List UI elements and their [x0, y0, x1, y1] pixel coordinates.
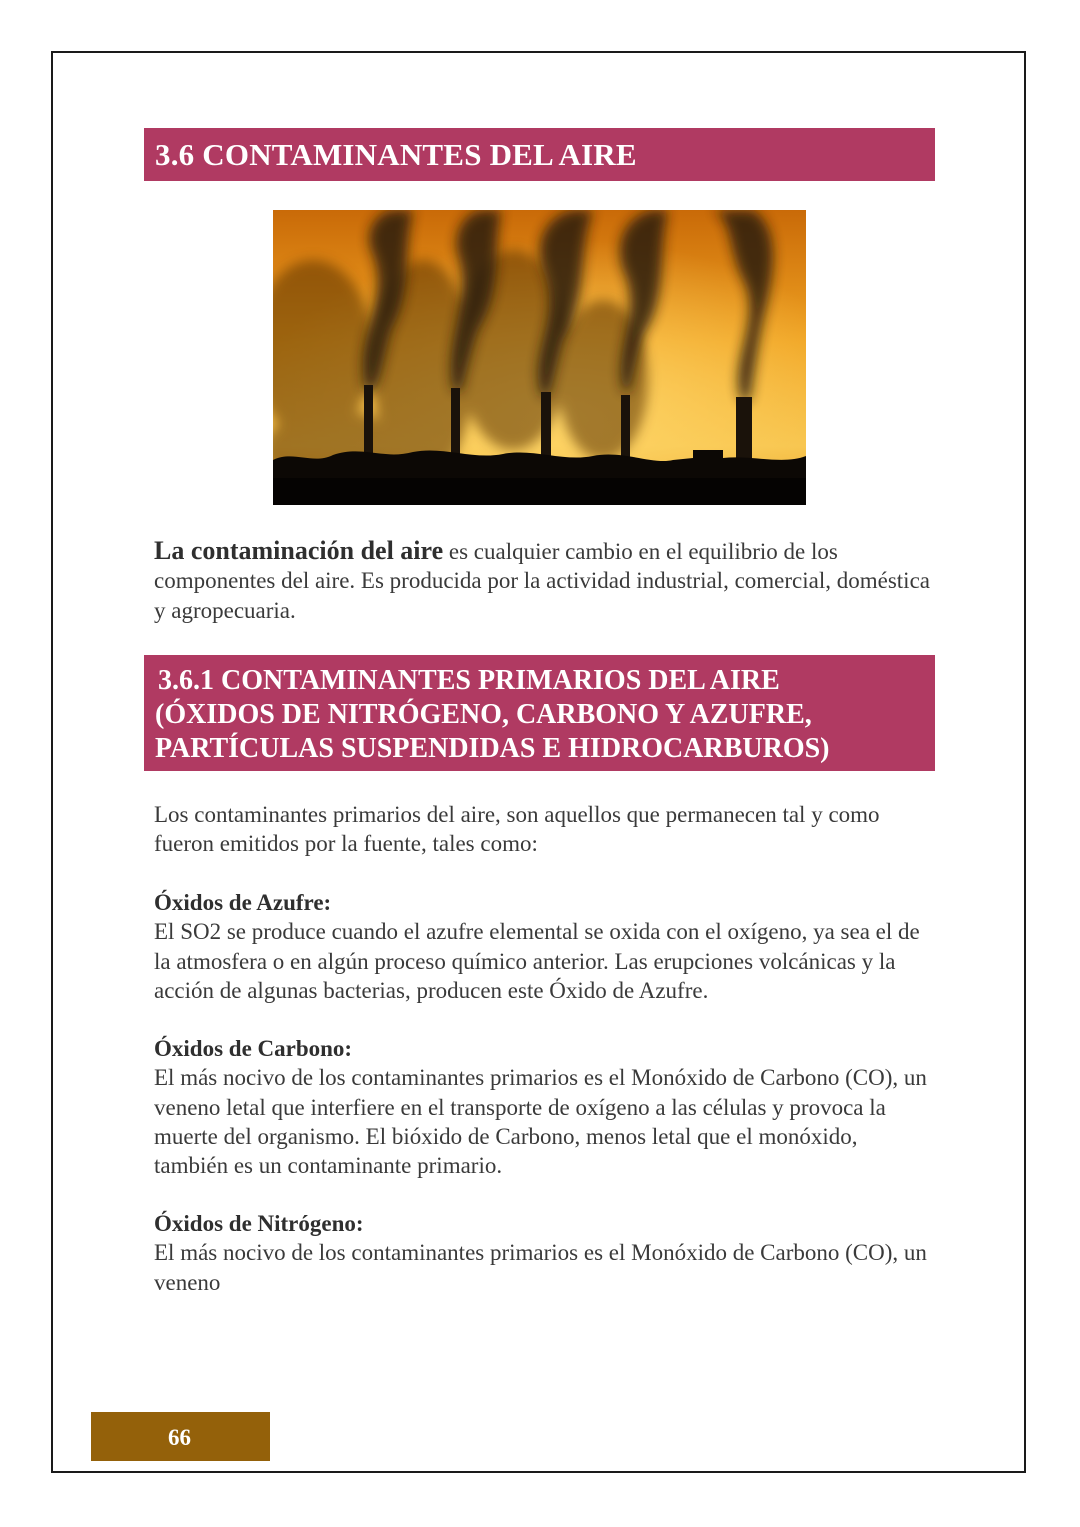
pollutant-item — [154, 1034, 934, 1180]
pollutant-description: El más nocivo de los contaminantes primarios es el Monóxido de Carbono (CO), un veneno — [154, 1240, 927, 1295]
page-number: 66 — [168, 1425, 191, 1450]
section-title — [144, 128, 935, 181]
pollutant-heading: Óxidos de Azufre: — [154, 890, 332, 915]
pollutant-description: El más nocivo de los contaminantes primarios es el Monóxido de Carbono (CO), un veneno letal que interfiere en el transporte de oxígeno a las células y provoca la muerte del organismo. El bióxido de Carbono, menos letal que el monóxido, también es un contaminante primario. — [154, 1065, 927, 1179]
subsection-title-line-1: 3.6.1 CONTAMINANTES PRIMARIOS DEL AIRE — [158, 665, 780, 696]
subsection-intro: Los contaminantes primarios del aire, son aquellos que permanecen tal y como fueron emitidos por la fuente, tales como: — [154, 802, 880, 857]
pollutant-heading: Óxidos de Nitrógeno: — [154, 1211, 364, 1236]
intro-paragraph — [154, 536, 934, 625]
pollutant-item — [154, 1209, 934, 1297]
smokestacks-photo — [273, 210, 806, 505]
subsection-title-line-3: PARTÍCULAS SUSPENDIDAS E HIDROCARBUROS) — [155, 733, 830, 764]
intro-text: es cualquier cambio en el equilibrio de los componentes del aire. Es producida por la actividad industrial, comercial, doméstica y agropecuaria. — [154, 539, 930, 623]
section-title-text: 3.6 CONTAMINANTES DEL AIRE — [155, 137, 637, 172]
subsection-title — [144, 655, 935, 771]
smokestacks-illustration — [273, 210, 806, 505]
pollutant-heading: Óxidos de Carbono: — [154, 1036, 353, 1061]
subsection-title-line-2: (ÓXIDOS DE NITRÓGENO, CARBONO Y AZUFRE, — [155, 699, 812, 730]
intro-term: La contaminación del aire — [154, 536, 444, 565]
pollutant-item — [154, 888, 934, 1005]
page-number-badge — [91, 1412, 270, 1461]
pollutant-description: El SO2 se produce cuando el azufre elemental se oxida con el oxígeno, ya sea el de la atmosfera o en algún proceso químico anterior. Las erupciones volcánicas y la acción de algunas bacterias, producen este Óxido de Azufre. — [154, 919, 920, 1003]
